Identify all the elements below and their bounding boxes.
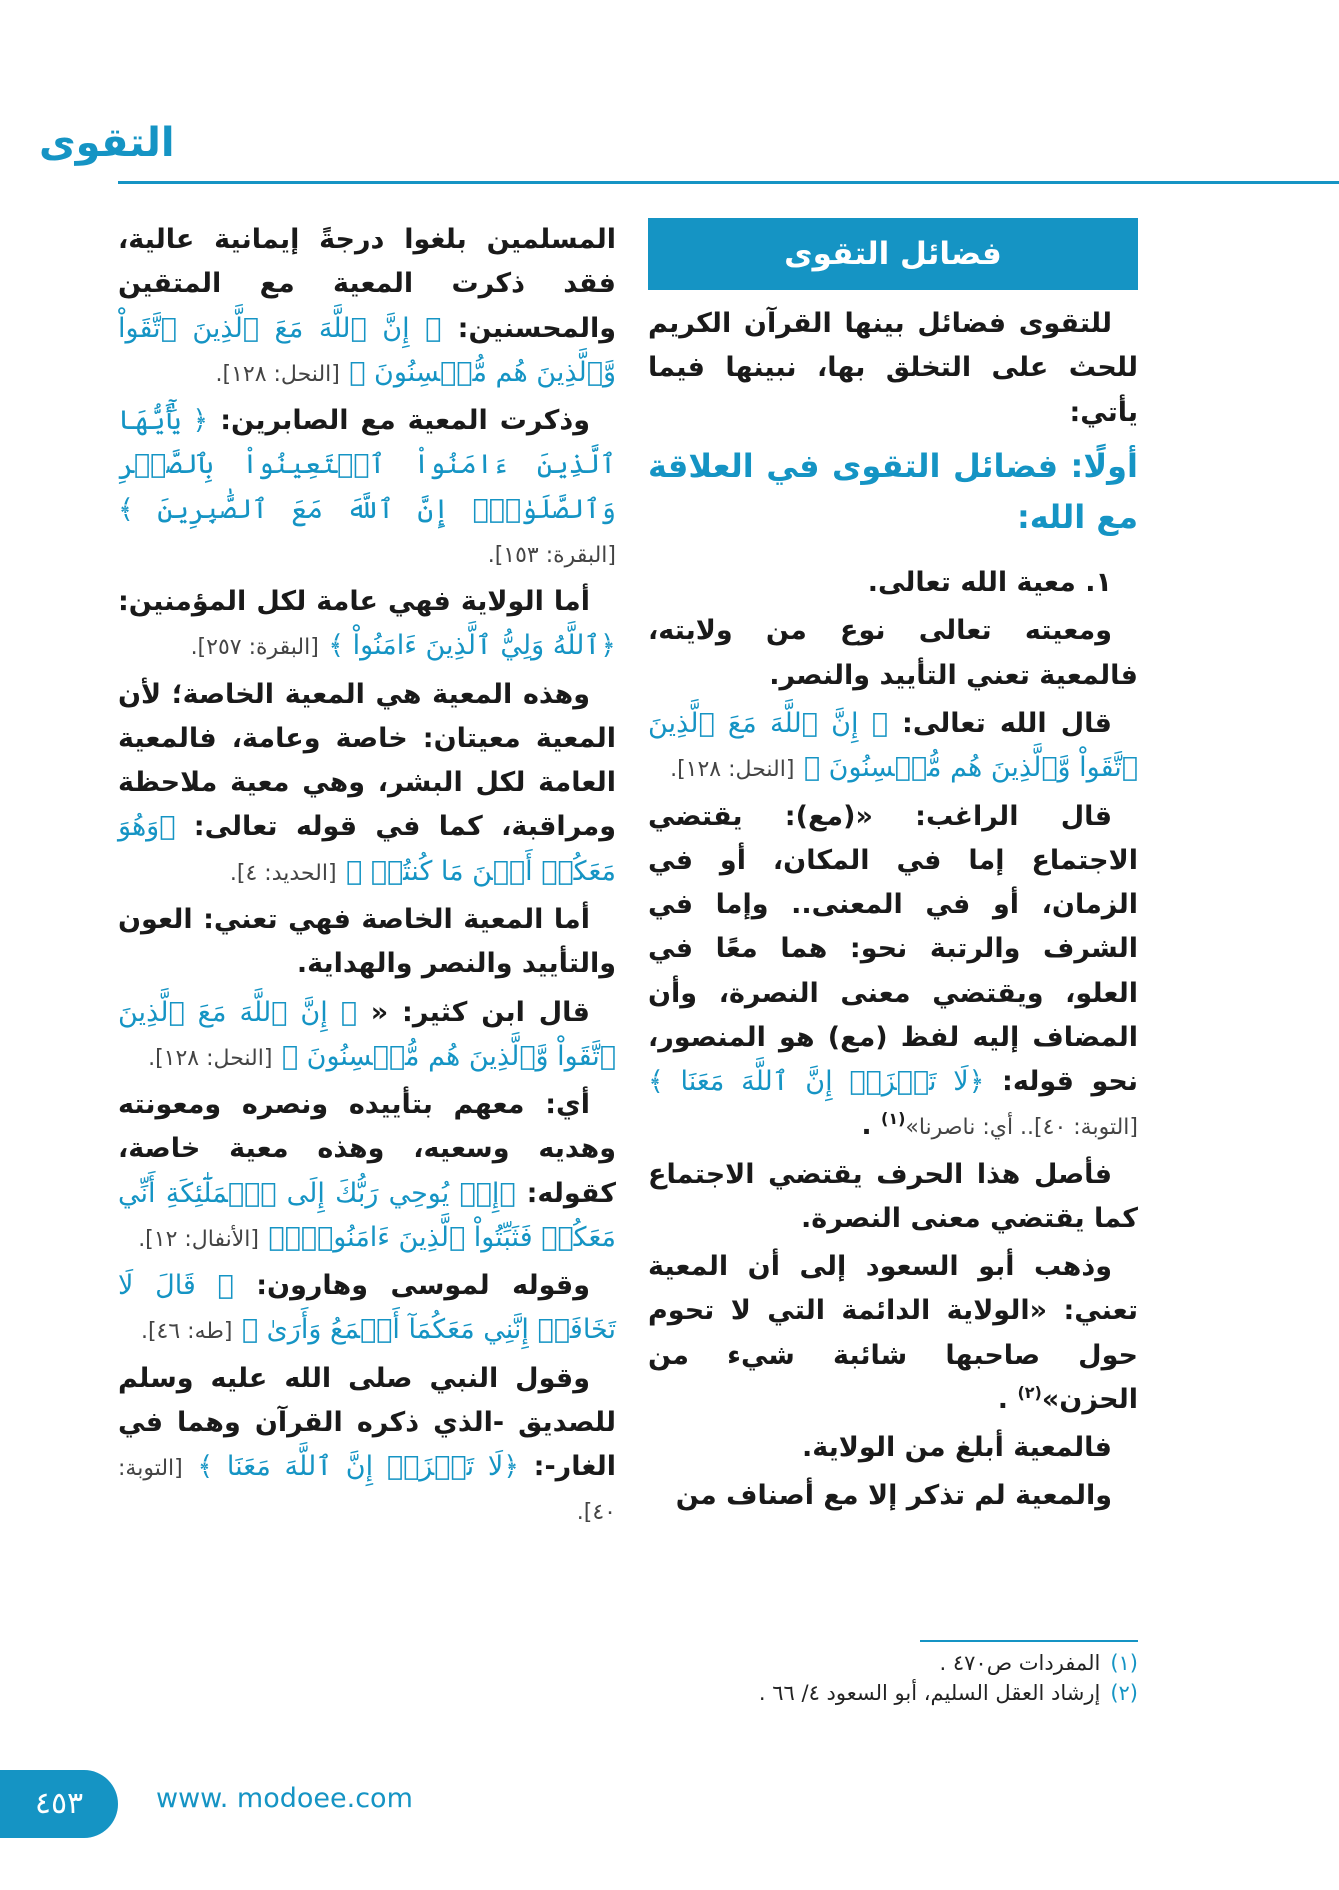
paragraph-text: أي: معهم بتأييده ونصره ومعونته وهديه وسعيه، وهذه معية خاصة، كقوله: [118,1089,616,1209]
paragraph [118,1083,616,1260]
verse-reference: [البقرة: ٢٥٧]. [190,635,319,661]
paragraph-text: قال الله تعالى: [887,707,1112,739]
paragraph [648,1426,1138,1470]
footnote-item [648,1678,1138,1708]
page-number: ٤٥٣ [0,1770,118,1838]
verse-reference: [التوبة: ٤٠].. أي: ناصرنا» [905,1115,1138,1141]
footnote-rule [920,1640,1138,1642]
footnotes [648,1640,1138,1709]
paragraph-text: قال الراغب: «(مع): يقتضي الاجتماع إما في المكان، أو في الزمان، أو في المعنى.. وإما في الشرف والرتبة نحو: هما معًا في العلو، ويقتضي معنى النصرة، وأن المضاف إليه لفظ (مع) هو المنصور، نحو قوله: [648,800,1139,1098]
paragraph [118,1264,616,1353]
paragraph-text: وذهب أبو السعود إلى أن المعية تعني: «الولاية الدائمة التي لا تحوم حول صاحبها شائبة شيء من الحزن» [648,1251,1138,1415]
verse-reference: [النحل: ١٢٨]. [215,361,340,387]
paragraph [648,302,1138,435]
paragraph-text: فأصل هذا الحرف يقتضي الاجتماع كما يقتضي معنى النصرة. [648,1158,1138,1234]
footnote-text: إرشاد العقل السليم، أبو السعود ٤/ ٦٦ . [758,1681,1101,1706]
quran-verse: ﴿ قَالَ لَا تَخَافَآۖ إِنَّنِي مَعَكُمَآ أَسۡمَعُ وَأَرَىٰ ﴾ [118,1270,616,1346]
paragraph [648,702,1138,791]
paragraph-text: أما المعية الخاصة فهي تعني: العون والتأييد والنصر والهداية. [118,903,616,980]
paragraph [118,673,616,894]
right-column [648,218,1138,1523]
paragraph-text: وقوله لموسى وهارون: [233,1270,590,1302]
quran-verse: ﴿ إِنَّ ٱللَّهَ مَعَ ٱلَّذِينَ ٱتَّقَواْ وَّٱلَّذِينَ هُم مُّحۡسِنُونَ ﴾ [648,707,1138,784]
quran-verse: ﴿ٱللَّهُ وَلِيُّ ٱلَّذِينَ ءَامَنُواْ ﴾ [328,630,616,662]
verse-reference: [النحل: ١٢٨]. [148,1045,273,1071]
quran-verse: ﴿لَا تَحۡزَنۡ إِنَّ ٱللَّهَ مَعَنَا ﴾ [648,1066,985,1098]
paragraph [648,795,1138,1149]
footnote-list [648,1648,1138,1709]
left-column [118,218,616,1538]
left-column-body [118,218,616,1534]
quran-verse: ﴿لَا تَحۡزَنۡ إِنَّ ٱللَّهَ مَعَنَا ﴾ [197,1451,520,1483]
header-rule [118,181,1339,184]
paragraph-text: والمعية لم تذكر إلا مع أصناف من [675,1480,1112,1512]
paragraph-text: قال ابن كثير: « [356,996,590,1028]
quran-verse: ﴿وَهُوَ مَعَكُمۡ أَيۡنَ مَا كُنتُمۡ ﴾ [118,811,616,887]
quran-verse: ﴿إِذۡ يُوحِي رَبُّكَ إِلَى ٱلۡمَلَٰٓئِكَةِ أَنِّي مَعَكُمۡ فَثَبِّتُواْ ٱلَّذِينَ ءَامَنُواْۚ﴾ [118,1177,616,1253]
right-column-body [648,302,1138,1519]
paragraph-text: وهذه المعية هي المعية الخاصة؛ لأن المعية معيتان: خاصة وعامة، فالمعية العامة لكل البشر، وهي معية ملاحظة ومراقبة، كما في قوله تعالى: [118,678,616,843]
footnote-number: (٢) [1110,1681,1138,1706]
paragraph [118,580,616,669]
paragraph [118,218,616,395]
section-title-bar: فضائل التقوى [648,218,1138,290]
paragraph [118,991,616,1080]
verse-reference: [النحل: ١٢٨]. [670,757,795,783]
verse-reference: [طه: ٤٦]. [140,1319,233,1345]
footnote-marker: (٢) [1017,1382,1042,1402]
verse-reference: [الأنفال: ١٢]. [138,1226,259,1252]
verse-reference: [الحديد: ٤]. [229,860,337,886]
quran-verse: ﴿ يَٰٓأَيُّهَا ٱلَّذِينَ ءَامَنُواْ ٱسۡتَعِينُواْ بِٱلصَّبۡرِ وَٱلصَّلَوٰةِۚ إِنَّ ٱللَّهَ مَعَ ٱلصَّٰبِرِينَ ﴾ [118,405,616,525]
running-header-title: التقوى [39,120,175,166]
footnote-number: (١) [1110,1651,1138,1675]
website-url[interactable]: www. modoee.com [156,1783,413,1814]
verse-reference: [البقرة: ١٥٣]. [487,542,616,568]
footnote-item [648,1648,1138,1678]
paragraph-text: وقول النبي صلى الله عليه وسلم للصديق -الذي ذكره القرآن وهما في الغار-: [118,1362,616,1483]
paragraph-text: أما الولاية فهي عامة لكل المؤمنين: [118,586,590,618]
footnote-text: المفردات ص٤٧٠ . [939,1651,1101,1675]
paragraph-end: . [997,1383,1018,1415]
paragraph [648,1153,1138,1242]
paragraph-text: للتقوى فضائل بينها القرآن الكريم للحث على التخلق بها، نبينها فيما يأتي: [648,308,1138,428]
paragraph [118,898,616,987]
verse-reference: [التوبة: ٤٠]. [118,1456,616,1526]
quran-verse: ﴿ إِنَّ ٱللَّهَ مَعَ ٱلَّذِينَ ٱتَّقَواْ وَّٱلَّذِينَ هُم مُّحۡسِنُونَ ﴾ [118,312,616,388]
paragraph-end: . [861,1110,881,1142]
footnote-marker: (١) [881,1109,906,1129]
subsection-heading: أولًا: فضائل التقوى في العلاقة مع الله: [648,446,1138,536]
paragraph-text: ومعيته تعالى نوع من ولايته، فالمعية تعني التأييد والنصر. [648,615,1138,691]
paragraph [648,1245,1138,1422]
paragraph-text: ١. معية الله تعالى. [867,567,1112,599]
paragraph-text: وذكرت المعية مع الصابرين: [208,405,591,437]
paragraph-text: المسلمين بلغوا درجةً إيمانية عالية، فقد ذكرت المعية مع المتقين والمحسنين: [118,224,616,344]
quran-verse: ﴿ إِنَّ ٱللَّهَ مَعَ ٱلَّذِينَ ٱتَّقَواْ وَّٱلَّذِينَ هُم مُّحۡسِنُونَ ﴾ [118,996,616,1072]
paragraph [648,561,1138,605]
paragraph [648,1474,1138,1518]
paragraph [648,609,1138,698]
paragraph [118,1357,616,1534]
paragraph [118,399,616,576]
paragraph-text: فالمعية أبلغ من الولاية. [802,1432,1112,1464]
